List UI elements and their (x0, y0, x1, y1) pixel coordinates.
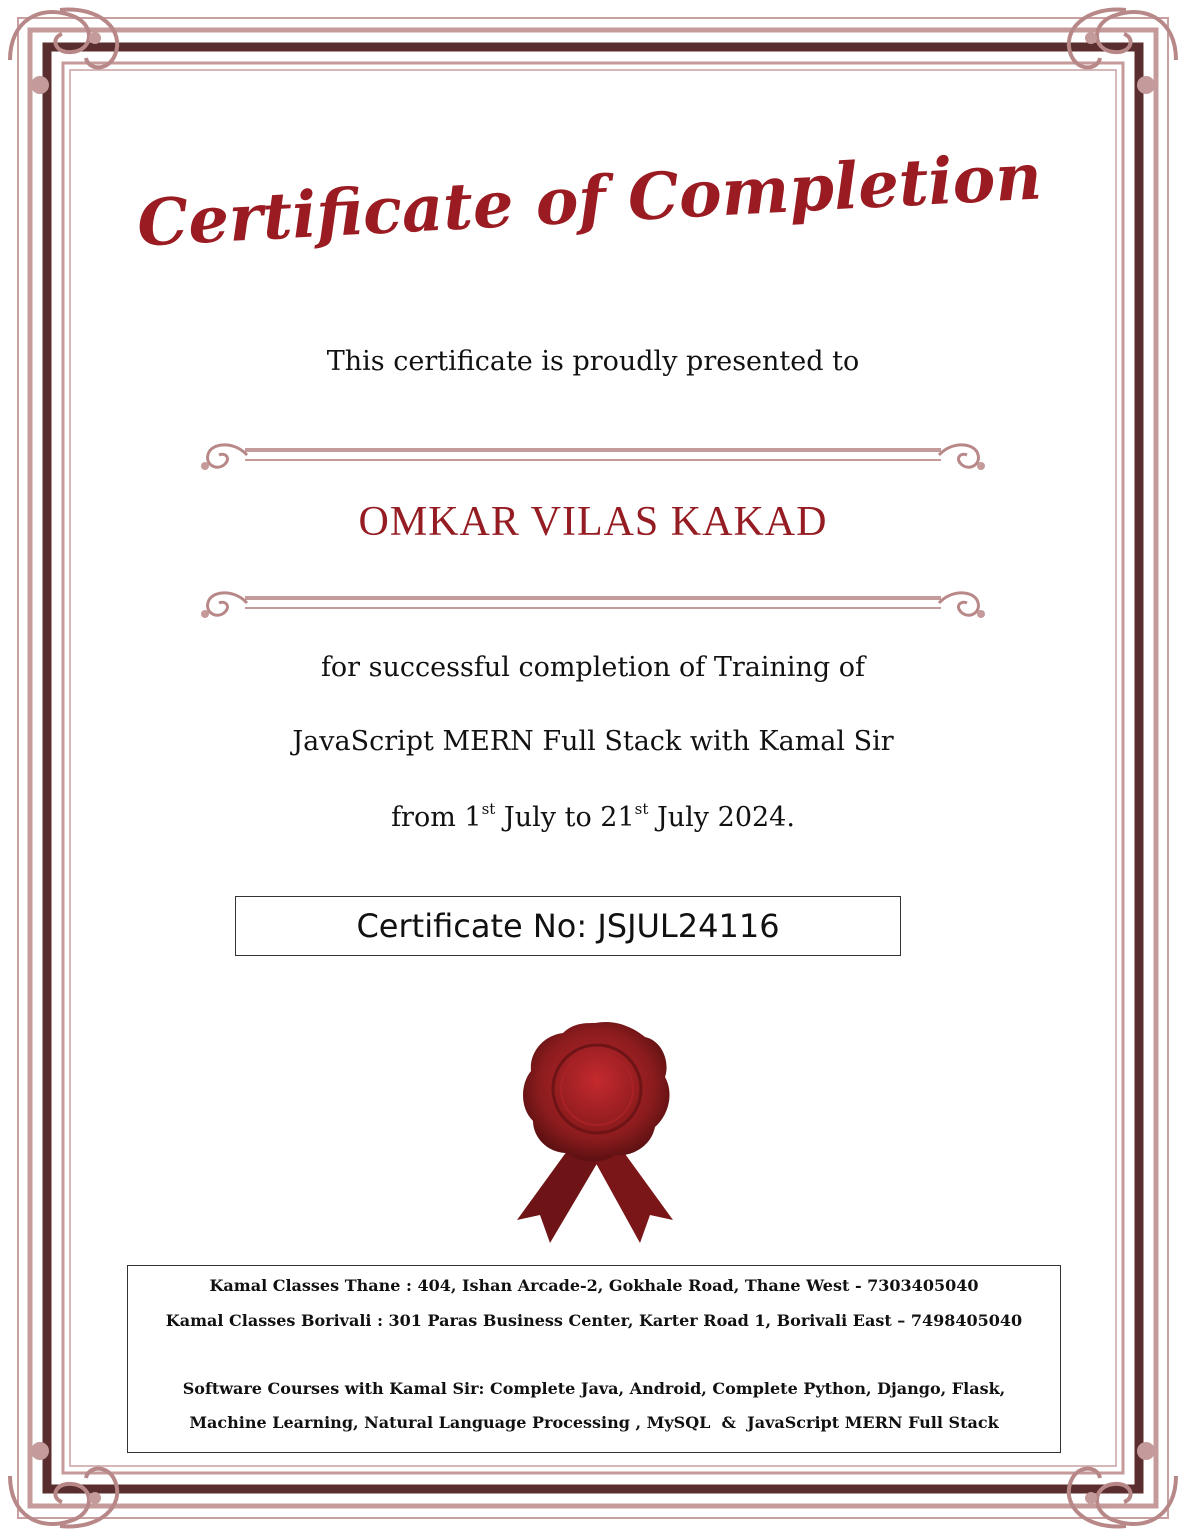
ornamental-divider-bottom (195, 584, 991, 628)
date-prefix: from 1 (391, 802, 482, 833)
footer-address-borivali: Kamal Classes Borivali : 301 Paras Business Center, Karter Road 1, Borivali East – 7498405040 (165, 1311, 1023, 1330)
certificate-title-text: Certificate of Completion (135, 139, 1044, 262)
footer-address-thane: Kamal Classes Thane : 404, Ishan Arcade-2, Gokhale Road, Thane West - 7303405040 (209, 1276, 979, 1295)
date-ordinal-end: st (634, 800, 649, 818)
presented-to-line: This certificate is proudly presented to (326, 346, 860, 377)
certificate-title (135, 139, 1044, 262)
ornamental-divider-top (195, 436, 991, 480)
certificate-number-box (235, 896, 901, 956)
certificate-number: Certificate No: JSJUL24116 (356, 907, 780, 945)
footer-courses-line-1: Software Courses with Kamal Sir: Complete Java, Android, Complete Python, Django, Flask, (182, 1379, 1006, 1398)
wax-seal-ribbon-icon (505, 1015, 685, 1250)
footer-info-box (127, 1265, 1061, 1453)
footer-courses-line-2: Machine Learning, Natural Language Processing , MySQL & JavaScript MERN Full Stack (189, 1413, 999, 1432)
date-suffix: July 2024. (648, 802, 795, 833)
date-ordinal-start: st (481, 800, 496, 818)
recipient-name: OMKAR VILAS KAKAD (358, 499, 828, 545)
completion-line: for successful completion of Training of (320, 652, 866, 683)
course-line: JavaScript MERN Full Stack with Kamal Sir (292, 726, 894, 757)
date-line (0, 800, 1186, 833)
date-middle: July to 21 (495, 802, 635, 833)
